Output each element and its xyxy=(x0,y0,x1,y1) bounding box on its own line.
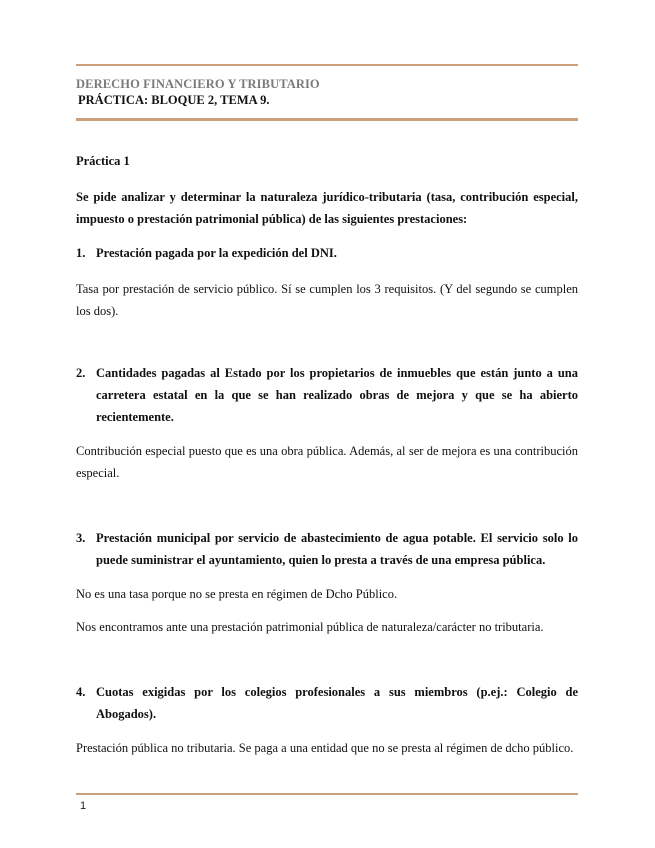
question-text xyxy=(76,242,578,264)
question-block xyxy=(76,527,578,638)
question-label: Cantidades pagadas al Estado por los propietarios de inmuebles que están junto a una carretera estatal en la que se han realizado obras de mejora y que se ha abierto recientemente. xyxy=(96,366,578,424)
question-text xyxy=(76,527,578,571)
answer-paragraph: Nos encontramos ante una prestación patrimonial pública de naturaleza/carácter no tributaria. xyxy=(76,620,544,634)
answer-text xyxy=(76,737,578,759)
course-subject: DERECHO FINANCIERO Y TRIBUTARIO xyxy=(76,77,320,91)
question-label: Prestación municipal por servicio de abastecimiento de agua potable. El servicio solo lo puede suministrar el ayuntamiento, quien lo presta a través de una empresa pública. xyxy=(96,531,578,567)
answer-paragraph: No es una tasa porque no se presta en régimen de Dcho Público. xyxy=(76,587,398,601)
answer-text xyxy=(76,440,578,484)
question-number: 2. xyxy=(76,366,86,380)
exercise-title: Práctica 1 xyxy=(76,154,130,168)
question-block xyxy=(76,681,578,759)
question-label: Prestación pagada por la expedición del DNI. xyxy=(96,246,337,260)
question-number: 3. xyxy=(76,531,86,545)
question-text xyxy=(76,681,578,725)
question-number: 1. xyxy=(76,246,86,260)
answer-text xyxy=(76,583,578,638)
header-bottom-rule xyxy=(76,118,578,121)
question-number: 4. xyxy=(76,685,86,699)
question-block xyxy=(76,242,578,322)
question-text xyxy=(76,362,578,428)
answer-paragraph: Prestación pública no tributaria. Se paga a una entidad que no se presta al régimen de dcho público. xyxy=(76,741,574,755)
answer-text xyxy=(76,278,578,322)
question-block xyxy=(76,362,578,484)
document-body xyxy=(76,154,578,759)
footer-rule xyxy=(76,793,578,795)
practice-heading: PRÁCTICA: BLOQUE 2, TEMA 9. xyxy=(78,93,270,107)
header-top-rule xyxy=(76,64,578,66)
question-label: Cuotas exigidas por los colegios profesionales a sus miembros (p.ej.: Colegio de Abogados). xyxy=(96,685,578,721)
exercise-statement: Se pide analizar y determinar la naturaleza jurídico-tributaria (tasa, contribución especial, impuesto o prestación patrimonial pública) de las siguientes prestaciones: xyxy=(76,190,578,226)
answer-paragraph: Contribución especial puesto que es una obra pública. Además, al ser de mejora es una contribución especial. xyxy=(76,444,578,480)
page-number: 1 xyxy=(80,800,87,812)
answer-paragraph: Tasa por prestación de servicio público. Sí se cumplen los 3 requisitos. (Y del segundo se cumplen los dos). xyxy=(76,282,578,318)
